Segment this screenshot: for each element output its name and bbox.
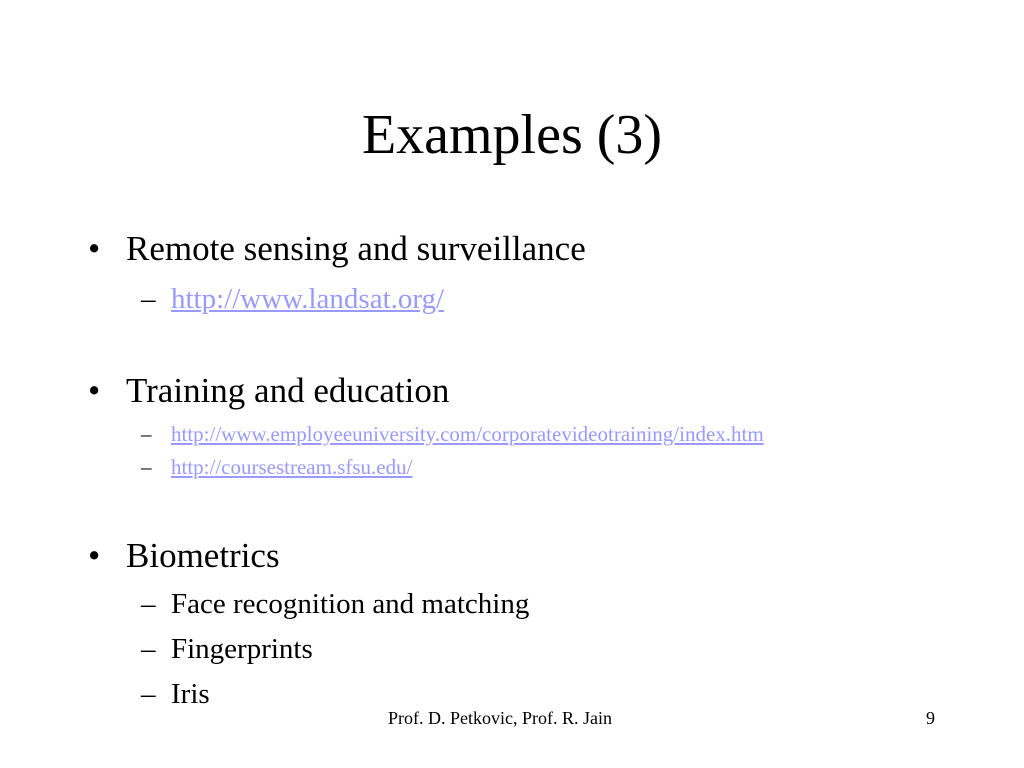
bullet-marker: • [88, 371, 101, 410]
dash-marker: – [141, 588, 156, 620]
bullet-marker: • [88, 229, 101, 268]
dash-marker: – [141, 678, 156, 710]
bullet-marker: • [88, 536, 101, 575]
dash-marker: – [141, 633, 156, 665]
bullet-text: Training and education [126, 371, 450, 410]
landsat-link[interactable]: http://www.landsat.org/ [171, 283, 445, 315]
slide-title: Examples (3) [361, 104, 663, 166]
dash-marker: – [141, 283, 156, 315]
bullet-text: Remote sensing and surveillance [126, 229, 586, 268]
page-number: 9 [926, 708, 935, 728]
coursestream-link[interactable]: http://coursestream.sfsu.edu/ [171, 455, 413, 479]
dash-marker: – [141, 422, 152, 446]
dash-marker: – [141, 455, 152, 479]
footer-author: Prof. D. Petkovic, Prof. R. Jain [388, 708, 612, 728]
subitem-text: Fingerprints [171, 633, 313, 665]
bullet-text: Biometrics [126, 536, 280, 575]
employeeuniversity-link[interactable]: http://www.employeeuniversity.com/corporatevideotraining/index.htm [171, 422, 764, 446]
subitem-text: Iris [171, 678, 210, 710]
subitem-text: Face recognition and matching [171, 588, 530, 620]
